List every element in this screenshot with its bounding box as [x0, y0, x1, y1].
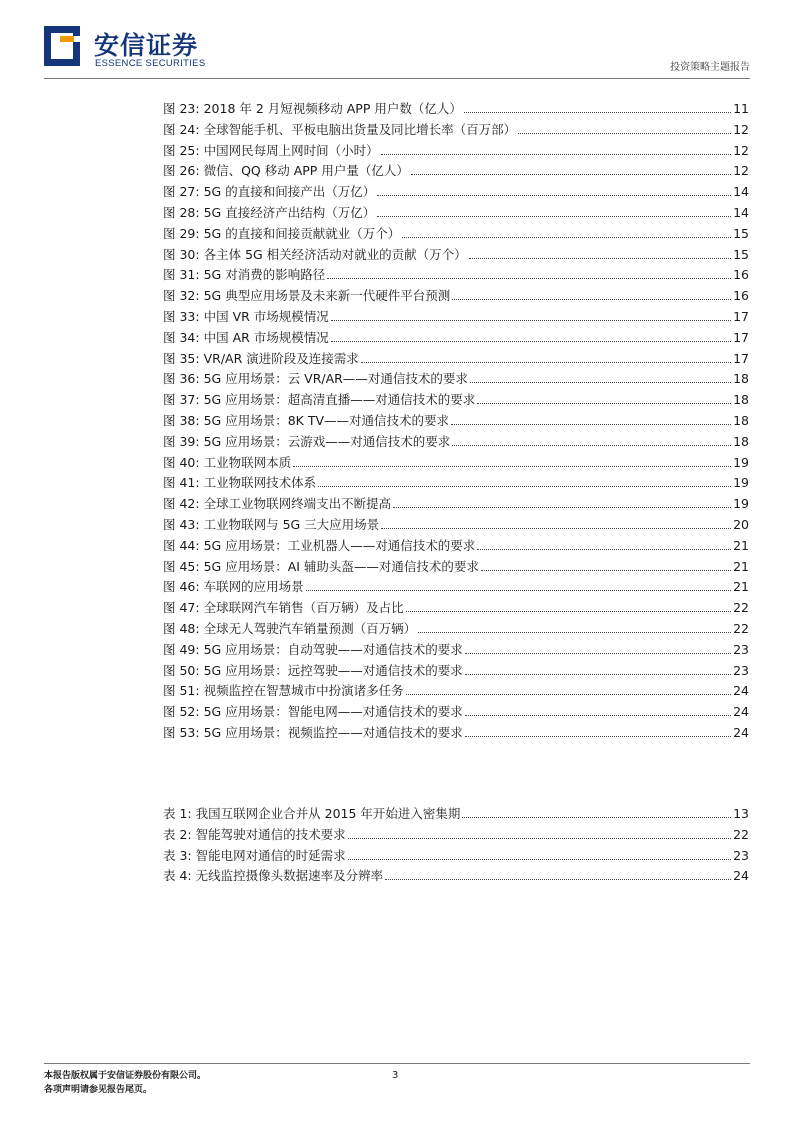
- entry-label: 图 26:: [163, 163, 200, 179]
- toc-figure-entry[interactable]: [163, 494, 749, 515]
- toc-figure-entry[interactable]: [163, 432, 749, 453]
- entry-label: 图 46:: [163, 579, 200, 595]
- entry-title: VR/AR 演进阶段及连接需求: [203, 350, 359, 366]
- entry-title: 我国互联网企业合并从 2015 年开始进入密集期: [195, 806, 461, 821]
- entry-title: 全球智能手机、平板电脑出货量及同比增长率（百万部）: [203, 121, 517, 137]
- dot-leader: [418, 631, 731, 633]
- toc-figure-entry[interactable]: [163, 99, 749, 120]
- entry-title: 5G 应用场景：智能电网——对通信技术的要求: [203, 704, 463, 720]
- toc-figure-entry[interactable]: [163, 328, 749, 349]
- entry-title: 5G 的直接和间接贡献就业（万个）: [203, 225, 401, 241]
- entry-page-number: 19: [733, 454, 749, 470]
- entry-page-number: 15: [733, 225, 749, 241]
- dot-leader: [470, 381, 731, 383]
- entry-page-number: 15: [733, 246, 749, 262]
- entry-title: 2018 年 2 月短视频移动 APP 用户数（亿人）: [203, 101, 462, 116]
- toc-figure-entry[interactable]: [163, 224, 749, 245]
- dot-leader: [452, 298, 731, 300]
- entry-label: 图 36:: [163, 371, 200, 387]
- entry-page-number: 18: [733, 392, 749, 408]
- entry-label: 图 23:: [163, 101, 200, 116]
- dot-leader: [348, 837, 731, 839]
- dot-leader: [518, 132, 731, 134]
- entry-page-number: 18: [733, 433, 749, 449]
- dot-leader: [469, 257, 731, 259]
- brand-name-en: ESSENCE SECURITIES: [95, 58, 206, 69]
- entry-label: 图 24:: [163, 121, 200, 137]
- toc-figure-entry[interactable]: [163, 661, 749, 682]
- toc-figure-entry[interactable]: [163, 557, 749, 578]
- dot-leader: [327, 277, 731, 279]
- toc-figure-entry[interactable]: [163, 369, 749, 390]
- entry-page-number: 12: [733, 121, 749, 137]
- dot-leader: [331, 340, 731, 342]
- entry-label: 表 1:: [163, 806, 192, 821]
- entry-title: 工业物联网与 5G 三大应用场景: [203, 516, 380, 532]
- entry-page-number: 21: [733, 537, 749, 553]
- entry-label: 图 51:: [163, 683, 200, 699]
- essence-logo-icon: [44, 26, 80, 66]
- toc-figure-entry[interactable]: [163, 577, 749, 598]
- page-number: 3: [392, 1070, 399, 1081]
- dot-leader: [348, 858, 731, 860]
- entry-page-number: 18: [733, 412, 749, 428]
- entry-title: 5G 直接经济产出结构（万亿）: [203, 204, 376, 220]
- dot-leader: [318, 485, 731, 487]
- entry-title: 各主体 5G 相关经济活动对就业的贡献（万个）: [203, 246, 467, 262]
- entry-title: 5G 应用场景：云游戏——对通信技术的要求: [203, 433, 451, 449]
- toc-figure-entry[interactable]: [163, 598, 749, 619]
- dot-leader: [464, 111, 731, 113]
- toc-table-entry[interactable]: [163, 846, 749, 867]
- toc-table-entry[interactable]: [163, 804, 749, 825]
- footer-disclaimer: [44, 1069, 206, 1097]
- toc-figure-entry[interactable]: [163, 141, 749, 162]
- toc-table-entry[interactable]: [163, 866, 749, 887]
- toc-figure-entry[interactable]: [163, 411, 749, 432]
- entry-label: 图 29:: [163, 225, 200, 241]
- entry-title: 智能驾驶对通信的技术要求: [195, 826, 346, 842]
- toc-figure-entry[interactable]: [163, 161, 749, 182]
- dot-leader: [377, 215, 731, 217]
- entry-title: 5G 应用场景：视频监控——对通信技术的要求: [203, 724, 463, 740]
- entry-title: 中国 AR 市场规模情况: [203, 329, 329, 345]
- entry-label: 图 45:: [163, 558, 200, 574]
- entry-page-number: 20: [733, 516, 749, 532]
- entry-label: 图 47:: [163, 600, 200, 616]
- entry-label: 图 35:: [163, 350, 200, 366]
- footer-divider: [44, 1063, 750, 1064]
- toc-figure-entry[interactable]: [163, 120, 749, 141]
- dot-leader: [451, 423, 731, 425]
- entry-page-number: 13: [733, 806, 749, 821]
- entry-label: 图 31:: [163, 267, 200, 283]
- dot-leader: [393, 506, 731, 508]
- entry-label: 图 30:: [163, 246, 200, 262]
- entry-label: 图 43:: [163, 516, 200, 532]
- figure-list: [163, 99, 749, 744]
- table-list: [163, 804, 749, 887]
- toc-figure-entry[interactable]: [163, 640, 749, 661]
- entry-page-number: 17: [733, 308, 749, 324]
- entry-page-number: 22: [733, 826, 749, 842]
- entry-label: 图 48:: [163, 620, 200, 636]
- entry-label: 图 41:: [163, 475, 200, 491]
- toc-figure-entry[interactable]: [163, 390, 749, 411]
- entry-title: 微信、QQ 移动 APP 用户量（亿人）: [203, 163, 409, 179]
- dot-leader: [377, 194, 731, 196]
- entry-title: 工业物联网本质: [203, 454, 292, 470]
- dot-leader: [331, 319, 731, 321]
- entry-page-number: 21: [733, 558, 749, 574]
- entry-title: 5G 应用场景：远控驾驶——对通信技术的要求: [203, 662, 463, 678]
- dot-leader: [477, 548, 731, 550]
- entry-label: 图 33:: [163, 308, 200, 324]
- dot-leader: [406, 693, 731, 695]
- entry-title: 中国 VR 市场规模情况: [203, 308, 329, 324]
- dot-leader: [465, 735, 731, 737]
- entry-label: 表 3:: [163, 847, 192, 863]
- entry-title: 全球无人驾驶汽车销量预测（百万辆）: [203, 620, 417, 636]
- entry-title: 5G 的直接和间接产出（万亿）: [203, 184, 376, 200]
- entry-title: 5G 应用场景：超高清直播——对通信技术的要求: [203, 392, 476, 408]
- entry-page-number: 11: [733, 101, 749, 116]
- entry-label: 图 34:: [163, 329, 200, 345]
- toc-figure-entry[interactable]: [163, 515, 749, 536]
- entry-page-number: 19: [733, 496, 749, 512]
- toc-figure-entry[interactable]: [163, 265, 749, 286]
- dot-leader: [465, 714, 731, 716]
- entry-page-number: 24: [733, 704, 749, 720]
- entry-label: 图 50:: [163, 662, 200, 678]
- dot-leader: [481, 569, 731, 571]
- toc-figure-entry[interactable]: [163, 723, 749, 744]
- entry-title: 5G 应用场景：AI 辅助头盔——对通信技术的要求: [203, 558, 479, 574]
- entry-page-number: 17: [733, 350, 749, 366]
- entry-label: 图 52:: [163, 704, 200, 720]
- entry-label: 图 44:: [163, 537, 200, 553]
- entry-label: 图 32:: [163, 288, 200, 304]
- report-type: 投资策略主题报告: [670, 62, 750, 73]
- entry-page-number: 23: [733, 847, 749, 863]
- entry-page-number: 24: [733, 724, 749, 740]
- toc-figure-entry[interactable]: [163, 182, 749, 203]
- dot-leader: [293, 465, 731, 467]
- entry-title: 5G 应用场景：自动驾驶——对通信技术的要求: [203, 641, 463, 657]
- entry-label: 图 37:: [163, 392, 200, 408]
- toc-figure-entry[interactable]: [163, 349, 749, 370]
- entry-title: 5G 对消费的影响路径: [203, 267, 326, 283]
- entry-title: 5G 典型应用场景及未来新一代硬件平台预测: [203, 288, 451, 304]
- dot-leader: [465, 652, 731, 654]
- toc-table-entry[interactable]: [163, 825, 749, 846]
- entry-label: 表 4:: [163, 868, 192, 884]
- entry-page-number: 18: [733, 371, 749, 387]
- dot-leader: [406, 610, 731, 612]
- entry-title: 5G 应用场景：8K TV——对通信技术的要求: [203, 412, 450, 428]
- entry-page-number: 24: [733, 683, 749, 699]
- entry-page-number: 12: [733, 142, 749, 158]
- disclaimer-notice: 各项声明请参见报告尾页。: [44, 1085, 153, 1095]
- toc-figure-entry[interactable]: [163, 473, 749, 494]
- entry-title: 全球工业物联网终端支出不断提高: [203, 496, 392, 512]
- toc-figure-entry[interactable]: [163, 702, 749, 723]
- entry-label: 图 49:: [163, 641, 200, 657]
- header-divider: [44, 78, 750, 79]
- entry-title: 视频监控在智慧城市中扮演诸多任务: [203, 683, 404, 699]
- entry-page-number: 17: [733, 329, 749, 345]
- entry-title: 智能电网对通信的时延需求: [195, 847, 346, 863]
- toc-figure-entry[interactable]: [163, 619, 749, 640]
- dot-leader: [465, 673, 731, 675]
- entry-label: 图 39:: [163, 433, 200, 449]
- entry-label: 图 40:: [163, 454, 200, 470]
- dot-leader: [477, 402, 731, 404]
- toc-figure-entry[interactable]: [163, 203, 749, 224]
- entry-page-number: 19: [733, 475, 749, 491]
- entry-label: 表 2:: [163, 826, 192, 842]
- dot-leader: [411, 173, 731, 175]
- dot-leader: [385, 878, 731, 880]
- entry-title: 无线监控摄像头数据速率及分辨率: [195, 868, 384, 884]
- entry-label: 图 25:: [163, 142, 200, 158]
- brand-name-cn: 安信证券: [94, 31, 199, 60]
- entry-title: 全球联网汽车销售（百万辆）及占比: [203, 600, 404, 616]
- entry-label: 图 42:: [163, 496, 200, 512]
- toc-figure-entry[interactable]: [163, 286, 749, 307]
- dot-leader: [306, 589, 731, 591]
- entry-title: 中国网民每周上网时间（小时）: [203, 142, 379, 158]
- entry-page-number: 14: [733, 184, 749, 200]
- entry-page-number: 16: [733, 288, 749, 304]
- dot-leader: [462, 816, 731, 818]
- dot-leader: [402, 236, 731, 238]
- entry-page-number: 12: [733, 163, 749, 179]
- toc-figure-entry[interactable]: [163, 307, 749, 328]
- toc-figure-entry[interactable]: [163, 245, 749, 266]
- copyright-notice: 本报告版权属于安信证券股份有限公司。: [44, 1071, 207, 1081]
- dot-leader: [452, 444, 731, 446]
- entry-label: 图 38:: [163, 412, 200, 428]
- entry-title: 工业物联网技术体系: [203, 475, 317, 491]
- entry-label: 图 53:: [163, 724, 200, 740]
- entry-title: 5G 应用场景：云 VR/AR——对通信技术的要求: [203, 371, 468, 387]
- dot-leader: [381, 527, 731, 529]
- entry-title: 车联网的应用场景: [203, 579, 304, 595]
- toc-figure-entry[interactable]: [163, 681, 749, 702]
- entry-page-number: 23: [733, 662, 749, 678]
- dot-leader: [361, 361, 731, 363]
- toc-figure-entry[interactable]: [163, 536, 749, 557]
- entry-page-number: 22: [733, 620, 749, 636]
- entry-page-number: 22: [733, 600, 749, 616]
- dot-leader: [381, 153, 731, 155]
- entry-page-number: 24: [733, 868, 749, 884]
- entry-page-number: 14: [733, 204, 749, 220]
- entry-label: 图 27:: [163, 184, 200, 200]
- page-header: [44, 24, 750, 76]
- entry-page-number: 21: [733, 579, 749, 595]
- entry-title: 5G 应用场景：工业机器人——对通信技术的要求: [203, 537, 476, 553]
- entry-label: 图 28:: [163, 204, 200, 220]
- toc-figure-entry[interactable]: [163, 453, 749, 474]
- entry-page-number: 16: [733, 267, 749, 283]
- entry-page-number: 23: [733, 641, 749, 657]
